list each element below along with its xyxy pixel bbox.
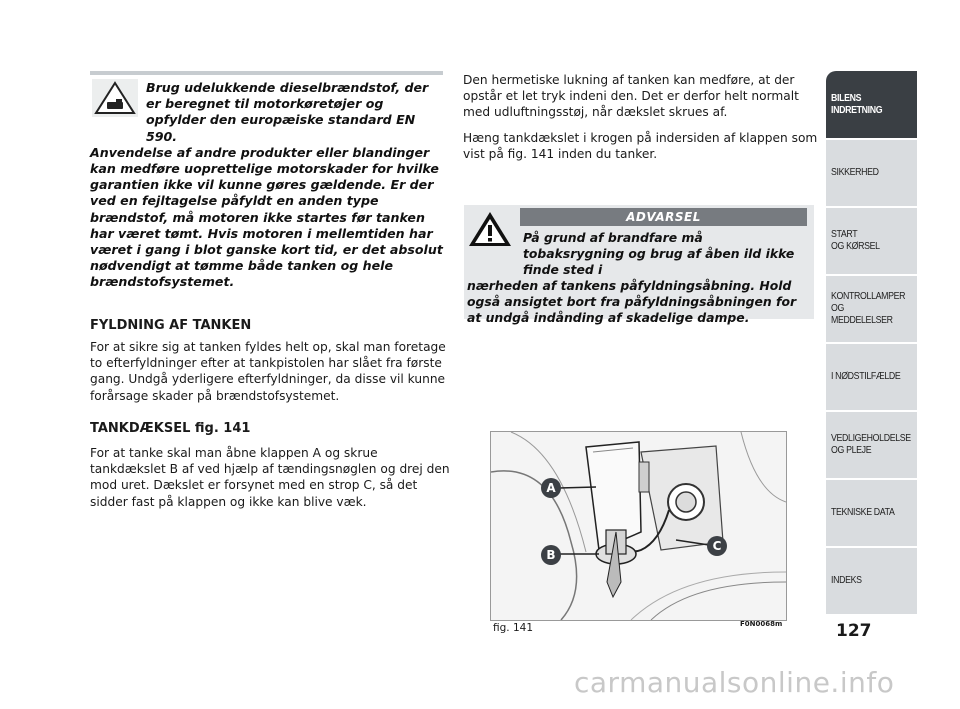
warning-body: nærheden af tankens påfyldningsåbning. Hold også ansigtet bort fra påfyldningsåbningen for at undgå indånding af skadelige dampe. xyxy=(467,278,797,325)
warning-heading: ADVARSEL xyxy=(520,208,807,226)
tab-start-og-korsel[interactable] xyxy=(826,208,917,274)
tab-label: I NØDSTILFÆLDE xyxy=(831,371,901,382)
tab-label: KONTROLLAMPER xyxy=(831,291,906,302)
figure-fuel-cap xyxy=(490,431,787,621)
section-heading-fyldning: FYLDNING AF TANKEN xyxy=(90,318,252,333)
tab-label: INDEKS xyxy=(831,575,862,586)
tab-label: START xyxy=(831,229,858,240)
caution-body: Anvendelse af andre produkter eller blandinger kan medføre uoprettelige motorskader for hvilke garantien ikke vil kunne gøres gældende. Er der ved en fejltagelse påfyldt en anden type brændstof, må motoren ikke startes før tanken har været tømt. Hvis motoren i mellemtiden har været i gang i blot ganske kort tid, er det absolut nødvendigt at tømme både tanken og hele brændstofsystemet. xyxy=(90,144,443,290)
caution-divider xyxy=(90,71,443,75)
fuel-cap-illustration xyxy=(491,432,786,620)
tab-label: OG PLEJE xyxy=(831,445,872,456)
tab-indeks[interactable] xyxy=(826,548,917,614)
tab-label: INDRETNING xyxy=(831,104,883,116)
tab-vedligeholdelse[interactable] xyxy=(826,412,917,478)
tab-i-nodstilfaelde[interactable] xyxy=(826,344,917,410)
tab-label: SIKKERHED xyxy=(831,167,879,178)
watermark: carmanualsonline.info xyxy=(574,666,895,699)
tab-sikkerhed[interactable] xyxy=(826,140,917,206)
paragraph-hang-cap: Hæng tankdækslet i krogen på indersiden af klappen som vist på fig. 141 inden du tanker. xyxy=(463,131,818,162)
paragraph-tankdaeksel: For at tanke skal man åbne klappen A og skrue tankdækslet B af ved hjælp af tændingsnøglen og drej den mod uret. Dækslet er forsynet med en strop C, så det sidder fast på klappen og ikke kan blive væk. xyxy=(90,446,450,509)
section-heading-tankdaeksel: TANKDÆKSEL fig. 141 xyxy=(90,421,251,436)
tab-bilens-indretning[interactable] xyxy=(826,71,917,138)
tab-label: BILENS xyxy=(831,92,862,104)
label-a-badge: A xyxy=(541,478,561,498)
figure-code: F0N0068m xyxy=(740,620,783,628)
label-b-badge: B xyxy=(541,545,561,565)
page-number: 127 xyxy=(836,621,872,641)
label-c-badge: C xyxy=(707,536,727,556)
tab-tekniske-data[interactable] xyxy=(826,480,917,546)
paragraph-hermetic: Den hermetiske lukning af tanken kan medføre, at der opstår et let tryk indeni den. Det er derfor helt normalt med udluftningsstøj, når dækslet skrues af. xyxy=(463,73,799,120)
tab-kontrollamper[interactable] xyxy=(826,276,917,342)
figure-caption: fig. 141 xyxy=(493,622,533,634)
tab-label: TEKNISKE DATA xyxy=(831,507,895,518)
paragraph-fyldning: For at sikre sig at tanken fyldes helt op, skal man foretage to efterfyldninger efter at tankpistolen har slået fra første gang. Undgå yderligere efterfyldninger, da disse vil kunne forårsage skader på brændstofsystemet. xyxy=(90,340,446,403)
tab-label: OG MEDDELELSER xyxy=(831,303,893,326)
caution-lead: Brug udelukkende dieselbrændstof, der er beregnet til motorkøretøjer og opfylder den europæiske standard EN 590. xyxy=(146,80,429,144)
warning-text xyxy=(467,230,807,326)
caution-text xyxy=(90,80,443,291)
tab-label: VEDLIGEHOLDELSE xyxy=(831,433,911,444)
tab-label: OG KØRSEL xyxy=(831,241,880,252)
warning-lead: På grund af brandfare må tobaksrygning og brug af åben ild ikke finde sted i xyxy=(523,230,795,277)
